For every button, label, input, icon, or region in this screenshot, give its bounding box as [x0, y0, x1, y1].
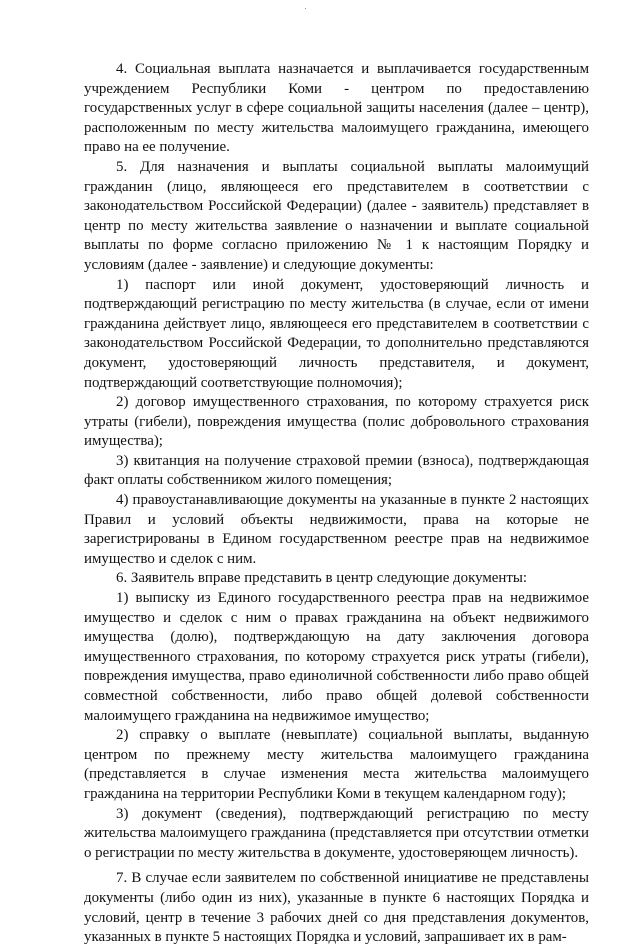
paragraph-5-item-2: 2) договор имущественного страхования, по которому страхуется риск утраты (гибели), повреждения имущества (полис добровольного страхования имущества);: [84, 394, 589, 450]
paragraph-6: 6. Заявитель вправе представить в центр следующие документы:: [116, 570, 527, 587]
paragraph-5-item-3: 3) квитанция на получение страховой премии (взноса), подтверждающая факт оплаты собственником жилого помещения;: [84, 452, 589, 489]
paragraph-5-item-1: 1) паспорт или иной документ, удостоверяющий личность и подтверждающий регистрацию по месту жительства (в случае, если от имени гражданина действует лицо, являющееся его представителем в соответствии с законодательством Российской Федерации, то дополнительно представляются документ, удостоверяющий личность представителя, и документ, подтверждающий соответствующие полномочия);: [84, 276, 589, 391]
paragraph-6-item-1: 1) выписку из Единого государственного реестра прав на недвижимое имущество и сделок с ним о правах гражданина на объект недвижимого имущества (долю), подтверждающую на дату заключения договора имущественного страхования, по которому страхуется риск утраты (гибели), повреждения имущества, право единоличной собственности либо право общей совместной собственности, либо право общей долевой собственности малоимущего гражданина на недвижимое имущество;: [84, 590, 589, 724]
paragraph-6-item-3: 3) документ (сведения), подтверждающий регистрацию по месту жительства малоимущего гражданина (представляется при отсутствии отметки о регистрации по месту жительства в документе, удостоверяющем личность).: [84, 805, 589, 861]
document-body: [84, 60, 589, 948]
paragraph-6-item-2: 2) справку о выплате (невыплате) социальной выплаты, выданную центром по прежнему месту жительства малоимущего гражданина (представляется в случае изменения места жительства малоимущего гражданина на территории Республики Коми в текущем календарном году);: [84, 727, 589, 802]
scan-speck: [305, 8, 306, 9]
paragraph-5: 5. Для назначения и выплаты социальной выплаты малоимущий гражданин (лицо, являющееся его представителем в соответствии с законодательством Российской Федерации) (далее - заявитель) представляет в центр по месту жительства заявление о назначении и выплате социальной выплаты по форме согласно приложению № 1 к настоящим Порядку и условиям (далее - заявление) и следующие документы:: [84, 158, 589, 273]
paragraph-7: 7. В случае если заявителем по собственной инициативе не представлены документы (либо один из них), указанные в пункте 6 настоящих Порядка и условий, центр в течение 3 рабочих дней со дня представления документов, указанных в пункте 5 настоящих Порядка и условий, запрашивает их в рам-: [84, 870, 589, 946]
paragraph-5-item-4: 4) правоустанавливающие документы на указанные в пункте 2 настоящих Правил и условий объекты недвижимости, права на которые не зарегистрированы в Едином государственном реестре прав на недвижимое имущество и сделок с ним.: [84, 492, 589, 567]
paragraph-4: 4. Социальная выплата назначается и выплачивается государственным учреждением Республики Коми - центром по предоставлению государственных услуг в сфере социальной защиты населения (далее – центр), расположенным по месту жительства малоимущего гражданина, имеющего право на ее получение.: [84, 61, 589, 156]
